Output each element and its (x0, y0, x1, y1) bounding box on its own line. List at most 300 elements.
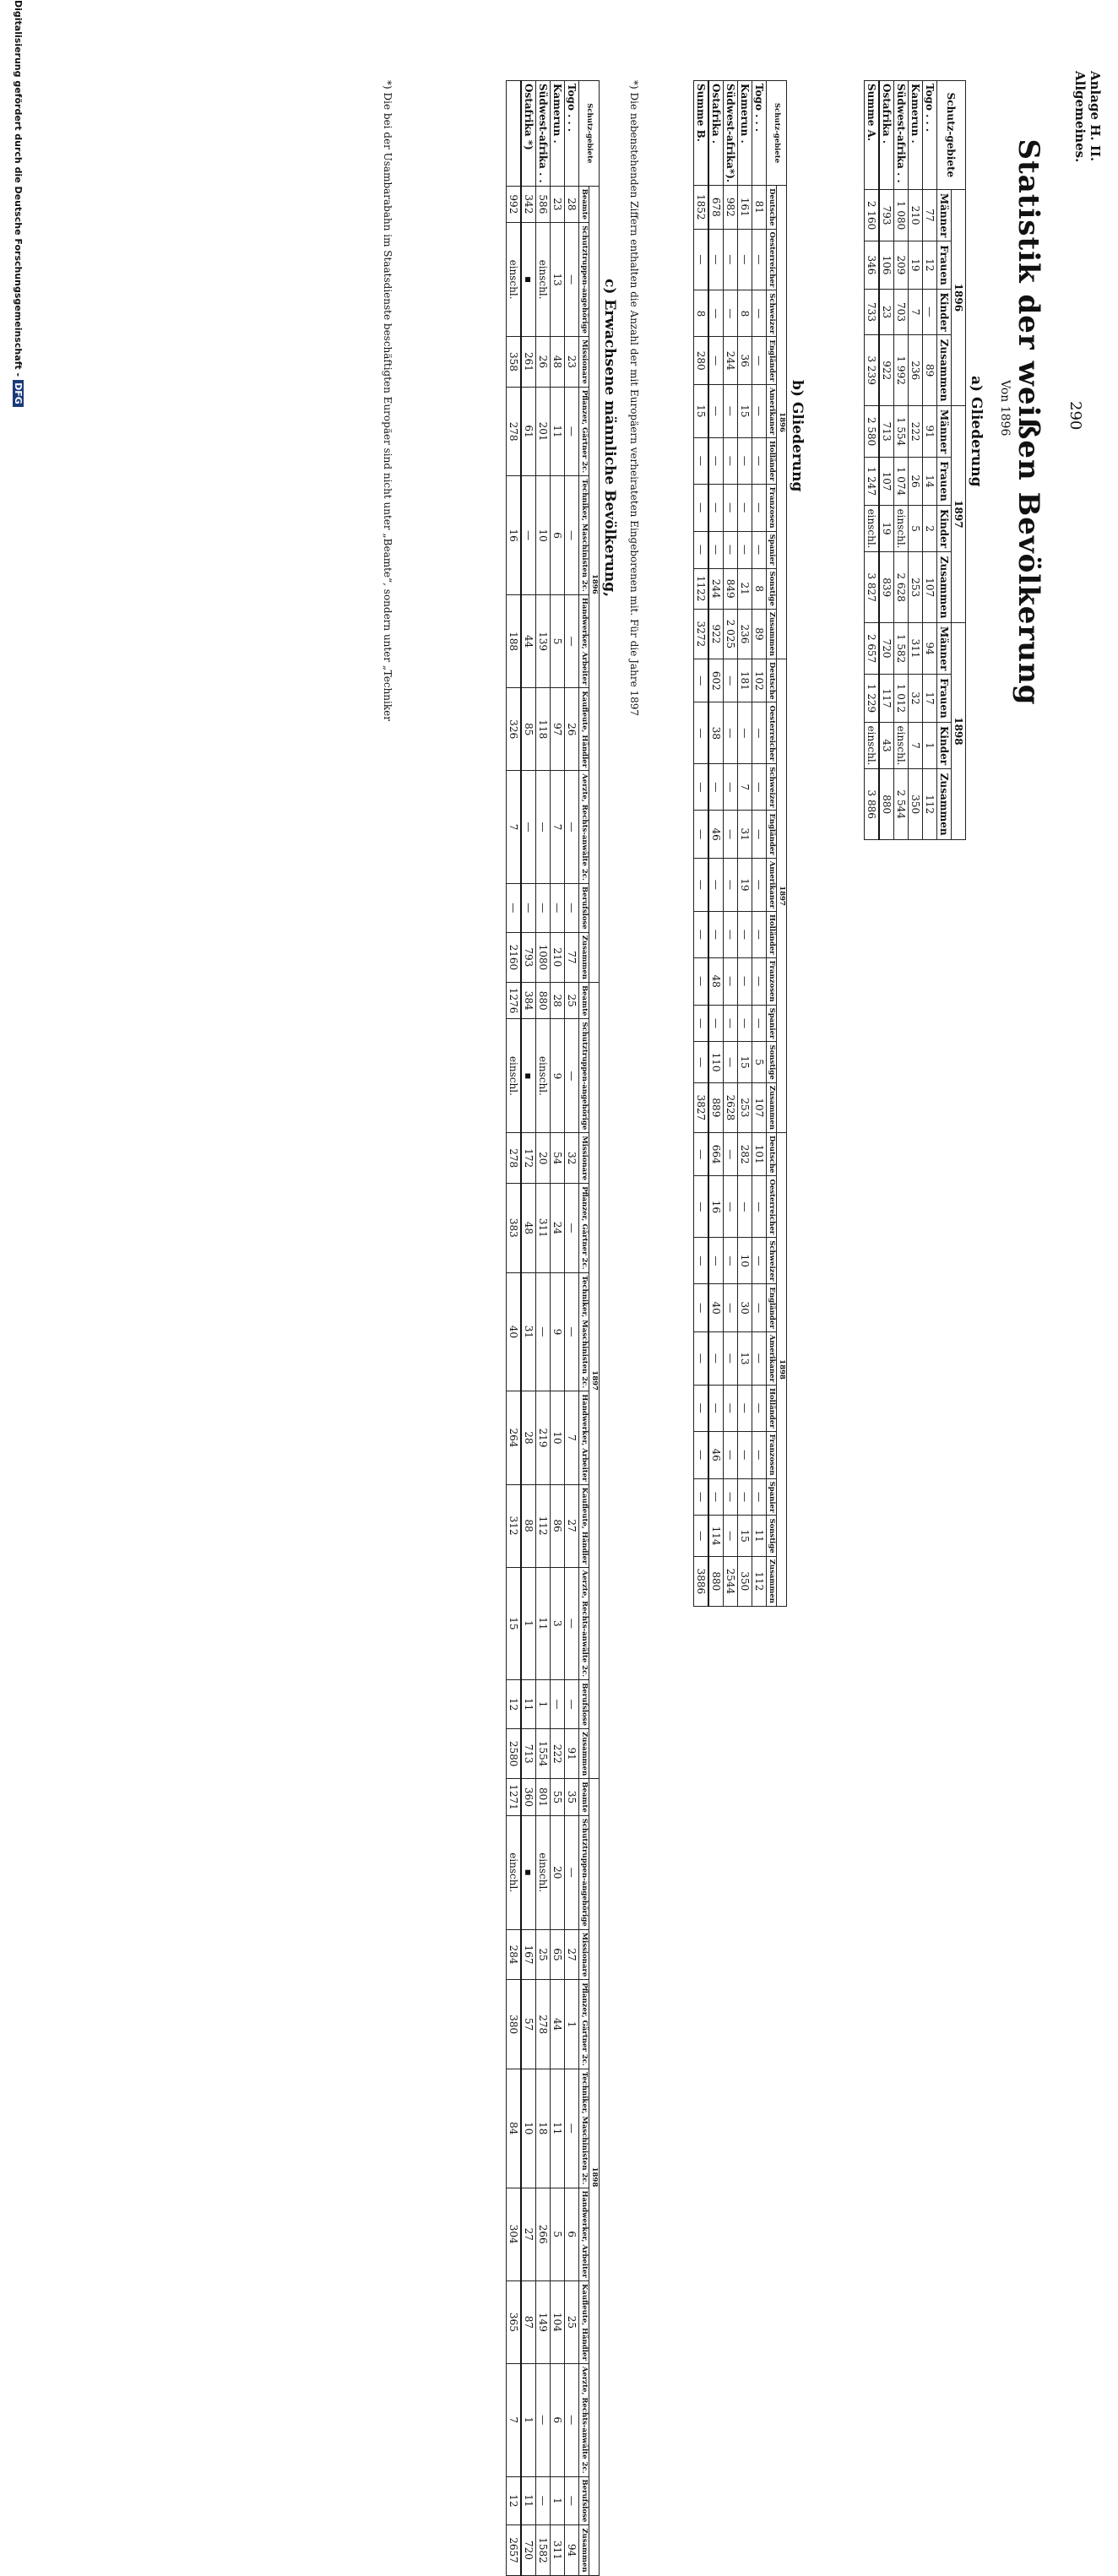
table-cell: 84 (507, 2069, 522, 2188)
table-cell: 15 (738, 384, 752, 437)
row-name: Ostafrika . (708, 81, 724, 186)
table-cell: — (694, 484, 709, 531)
table-cell: — (752, 858, 767, 911)
table-cell: 32 (565, 1133, 579, 1184)
table-cell: 703 (894, 289, 909, 335)
table-cell: 28 (565, 186, 579, 222)
table-cell: — (565, 1019, 579, 1133)
table-cell: 112 (536, 1484, 551, 1567)
table-cell: 94 (923, 622, 937, 674)
row-name: Togo . . . (752, 81, 767, 186)
table-cell: 77 (565, 932, 579, 982)
table-cell: 114 (708, 1516, 724, 1556)
table-cell: — (708, 229, 724, 290)
table-cell: 880 (708, 1556, 724, 1606)
table-cell: — (565, 2363, 579, 2476)
subcol-header: Pflanzer, Gärtner 2c. (579, 1184, 589, 1273)
table-cell: 253 (738, 1082, 752, 1132)
table-cell: 91 (923, 405, 937, 457)
table-cell: — (724, 1238, 738, 1284)
column-label: Schutz-gebiete (937, 81, 966, 190)
table-section-b (693, 80, 787, 1607)
table-cell: einschl. (536, 1019, 551, 1133)
subcol-header: Engländer (767, 811, 777, 858)
table-cell: 40 (507, 1272, 522, 1391)
table-cell: 311 (909, 622, 923, 674)
table-cell: — (708, 911, 724, 957)
table-cell: 264 (507, 1391, 522, 1484)
row-name: Kamerun . (909, 81, 923, 190)
table-cell: 282 (738, 1133, 752, 1176)
table-cell: 11 (551, 387, 565, 476)
subcol-header: Oesterreicher (767, 702, 777, 764)
table-cell: 2 (923, 505, 937, 552)
table-cell: 14 (923, 458, 937, 505)
subcol-header: Pflanzer, Gärtner 2c. (579, 387, 589, 476)
table-cell: 35 (565, 1779, 579, 1815)
table-cell: 2628 (724, 1082, 738, 1132)
table-cell: 342 (521, 186, 536, 222)
subcol-header: Missionare (579, 1929, 589, 1980)
table-cell: 89 (923, 335, 937, 405)
table-cell: 3886 (694, 1556, 709, 1606)
table-cell: — (923, 289, 937, 335)
table-cell: 1 074 (894, 458, 909, 505)
subcol-header: Holländer (767, 1385, 777, 1431)
table-cell: — (724, 957, 738, 1005)
table-cell: 278 (507, 1133, 522, 1184)
table-cell: 15 (738, 1042, 752, 1082)
table-row (536, 81, 551, 2576)
subcol-header: Sonstige (767, 1516, 777, 1556)
table-cell: 9 (551, 1272, 565, 1391)
table-cell: 801 (536, 1779, 551, 1815)
table-cell: — (724, 811, 738, 858)
table-section-c (506, 80, 600, 2576)
subcol-header: Schutztruppen-angehörige (579, 1815, 589, 1929)
table-cell: 219 (536, 1391, 551, 1484)
table-cell: 311 (536, 1184, 551, 1273)
table-cell: 25 (536, 1929, 551, 1980)
table-row (752, 81, 767, 1607)
table-row (521, 81, 536, 2576)
table-cell: — (521, 771, 536, 884)
table-row (909, 81, 923, 840)
table-cell: 10 (738, 1238, 752, 1284)
table-cell: 1 (521, 1567, 536, 1680)
year-header: 1897 (777, 659, 787, 1133)
table-cell: 15 (694, 384, 709, 437)
table-cell: 1 992 (894, 335, 909, 405)
table-cell: 261 (521, 337, 536, 388)
table-cell: — (752, 911, 767, 957)
table-cell: — (752, 1238, 767, 1284)
table-cell: — (565, 476, 579, 595)
table-cell: 32 (909, 675, 923, 722)
table-cell: 24 (551, 1184, 565, 1273)
subcol-header: Zusammen (937, 335, 952, 405)
page-title: Statistik der weißen Bevölkerung (1012, 138, 1045, 706)
subcol-header: Deutsche (767, 1133, 777, 1176)
table-cell: 77 (923, 189, 937, 241)
table-cell: 793 (521, 932, 536, 982)
table-cell: — (724, 659, 738, 702)
table-cell: 278 (507, 387, 522, 476)
table-cell: — (565, 1815, 579, 1929)
table-cell: — (708, 290, 724, 337)
table-cell: 18 (536, 2069, 551, 2188)
header-row-years (589, 81, 600, 2576)
header-row-subcols (937, 81, 952, 840)
table-row (565, 81, 579, 2576)
table-row (894, 81, 909, 840)
table-cell: 209 (894, 241, 909, 289)
table-cell: — (738, 484, 752, 531)
table-cell: einschl. (507, 223, 522, 337)
table-cell: 365 (507, 2280, 522, 2363)
table-cell: — (708, 1385, 724, 1431)
table-cell: 57 (521, 1980, 536, 2069)
table-cell: 112 (923, 769, 937, 840)
table-cell: 17 (923, 675, 937, 722)
table-cell: — (565, 2476, 579, 2525)
table-cell: 1 (521, 2363, 536, 2476)
table-cell: 1 554 (894, 405, 909, 457)
row-name: Togo . . . (565, 81, 579, 187)
table-cell: 97 (551, 688, 565, 771)
table-cell: — (536, 1272, 551, 1391)
table-cell: — (536, 2476, 551, 2525)
table-cell: — (752, 764, 767, 811)
table-cell: 12 (923, 241, 937, 289)
table-cell: 312 (507, 1484, 522, 1567)
subcol-header: Techniker, Maschinisten 2c. (579, 1272, 589, 1391)
table-cell: 139 (536, 594, 551, 687)
table-cell: 23 (565, 337, 579, 388)
table-cell: einschl. (507, 1019, 522, 1133)
table-cell: einschl. (507, 1815, 522, 1929)
table-cell: — (724, 1133, 738, 1176)
table-cell: 44 (551, 1980, 565, 2069)
subcol-header: Handwerker, Arbeiter (579, 594, 589, 687)
year-header: 1896 (777, 186, 787, 659)
credit-text: Digitalisierung gefördert durch die Deutsche Forschungsgemeinschaft - (13, 0, 24, 377)
subcol-header: Zusammen (937, 769, 952, 840)
table-cell: — (694, 1284, 709, 1331)
subcol-header: Zusammen (579, 932, 589, 982)
table-cell: 358 (507, 337, 522, 388)
table-cell: 1 582 (894, 622, 909, 674)
table-cell: 222 (551, 1729, 565, 1779)
table-cell: — (724, 911, 738, 957)
table-cell: 2580 (507, 1729, 522, 1779)
subcol-header: Frauen (937, 241, 952, 289)
row-name: Togo . . . (923, 81, 937, 190)
table-cell: 11 (551, 2069, 565, 2188)
table-cell: 11 (521, 2476, 536, 2525)
table-cell: 38 (708, 702, 724, 764)
table-cell: 43 (879, 722, 894, 769)
row-name: Südwest-afrika*). (724, 81, 738, 186)
table-cell: 36 (738, 337, 752, 384)
table-cell: 1080 (536, 932, 551, 982)
table-cell: 2 580 (865, 405, 880, 457)
table-cell: 117 (879, 675, 894, 722)
table-cell: 1 (536, 1680, 551, 1729)
table-cell: 244 (724, 337, 738, 384)
table-cell: — (694, 1516, 709, 1556)
subcol-header: Amerikaner (767, 384, 777, 437)
table-cell: — (708, 531, 724, 568)
subcol-header: Zusammen (937, 552, 952, 622)
subcol-header: Aerzte, Rechts-anwälte 2c. (579, 2363, 589, 2476)
table-cell: 889 (708, 1082, 724, 1132)
table-cell: 201 (536, 387, 551, 476)
table-cell: 2 657 (865, 622, 880, 674)
table-cell: — (565, 883, 579, 932)
table-cell: 380 (507, 1980, 522, 2069)
table-cell: 65 (551, 1929, 565, 1980)
table-cell: 3 (551, 1567, 565, 1680)
table-cell: 849 (724, 568, 738, 609)
table-cell: — (694, 229, 709, 290)
table-cell: 304 (507, 2188, 522, 2280)
table-cell: 3 827 (865, 552, 880, 622)
table-cell: 3272 (694, 609, 709, 659)
subcol-header: Deutsche (767, 186, 777, 229)
table-cell: — (738, 702, 752, 764)
table-cell: — (724, 1516, 738, 1556)
header-row-years (952, 81, 966, 840)
table-row (724, 81, 738, 1607)
table-cell: 713 (879, 405, 894, 457)
table-cell: 350 (909, 769, 923, 840)
subcol-header: Kaufleute, Händler (579, 1484, 589, 1567)
table-cell: 210 (551, 932, 565, 982)
table-cell: 7 (738, 764, 752, 811)
table-cell: — (708, 438, 724, 485)
subcol-header: Schweizer (767, 290, 777, 337)
table-cell: 16 (507, 476, 522, 595)
table-cell: 278 (536, 1980, 551, 2069)
table-cell: 21 (738, 568, 752, 609)
table-cell: 5 (909, 505, 923, 552)
subcol-header: Zusammen (767, 609, 777, 659)
table-cell: einschl. (894, 505, 909, 552)
table-cell: einschl. (894, 722, 909, 769)
subcol-header: Zusammen (579, 1729, 589, 1779)
page-subtitle: Von 1896 (998, 380, 1012, 437)
table-cell: — (536, 771, 551, 884)
table-cell: 1 (551, 2476, 565, 2525)
table-cell: 11 (521, 1680, 536, 1729)
table-cell: — (565, 1680, 579, 1729)
table-cell: — (694, 1238, 709, 1284)
table-cell: — (565, 387, 579, 476)
table-cell: 112 (752, 1556, 767, 1606)
row-name: Ostafrika *) (521, 81, 536, 187)
table-cell: 1 (565, 1980, 579, 2069)
subcol-header: Engländer (767, 1284, 777, 1331)
table-cell: — (694, 764, 709, 811)
row-name: Summe A. (865, 81, 880, 190)
table-cell: — (738, 1385, 752, 1431)
subcol-header: Beamte (579, 982, 589, 1018)
table-cell: 1554 (536, 1729, 551, 1779)
table-cell: 880 (536, 982, 551, 1018)
subcol-header: Missionare (579, 337, 589, 388)
table-cell: 6 (565, 2188, 579, 2280)
table-cell: 101 (752, 1133, 767, 1176)
subcol-header: Beamte (579, 1779, 589, 1815)
table-cell: 26 (565, 688, 579, 771)
subcol-header: Männer (937, 189, 952, 241)
table-cell: 586 (536, 186, 551, 222)
table-cell: 48 (521, 1184, 536, 1273)
table-cell: 7 (565, 1391, 579, 1484)
table-row (923, 81, 937, 840)
subcol-header: Spanier (767, 531, 777, 568)
table-cell: — (752, 1431, 767, 1478)
table-cell: 107 (752, 1082, 767, 1132)
year-header: 1897 (589, 982, 600, 1778)
table-cell: 720 (521, 2525, 536, 2575)
subcol-header: Spanier (767, 1478, 777, 1516)
table-cell: 360 (521, 1779, 536, 1815)
table-cell: — (738, 1431, 752, 1478)
table-cell: — (694, 1005, 709, 1042)
table-cell: 793 (879, 189, 894, 241)
table-cell: — (708, 384, 724, 437)
table-row (551, 81, 565, 2576)
table-cell: 167 (521, 1929, 536, 1980)
table-cell: 86 (551, 1484, 565, 1567)
table-cell: 85 (521, 688, 536, 771)
year-header: 1898 (589, 1779, 600, 2575)
table-cell: 172 (521, 1133, 536, 1184)
table-cell: 118 (536, 688, 551, 771)
subcol-header: Schweizer (767, 1238, 777, 1284)
annex-title: Anlage H. II. (1088, 71, 1103, 162)
subcol-header: Frauen (937, 458, 952, 505)
subcol-header: Aerzte, Rechts-anwälte 2c. (579, 771, 589, 884)
table-cell: 1 229 (865, 675, 880, 722)
table-cell: 733 (865, 289, 880, 335)
table-cell: — (724, 290, 738, 337)
column-label: Schutz-gebiete (767, 81, 787, 186)
table-cell: 104 (551, 2280, 565, 2363)
table-cell: 12 (507, 2476, 522, 2525)
table-cell: — (752, 337, 767, 384)
table-cell: — (565, 1272, 579, 1391)
table-cell: — (708, 1005, 724, 1042)
table-cell: — (752, 531, 767, 568)
subcol-header: Kinder (937, 722, 952, 769)
header-row-subcols (767, 81, 777, 1607)
annex-subtitle: Allgemeines. (1072, 71, 1088, 163)
table-cell: — (724, 1431, 738, 1478)
table-cell: — (752, 384, 767, 437)
subcol-header: Oesterreicher (767, 229, 777, 290)
digitization-credit (13, 0, 24, 844)
subcol-header: Berufslose (579, 1680, 589, 1729)
table-cell: 326 (507, 688, 522, 771)
table-cell: 839 (879, 552, 894, 622)
table-cell: — (694, 1042, 709, 1082)
table-cell: einschl. (865, 505, 880, 552)
subcol-header: Franzosen (767, 957, 777, 1005)
table-cell: 10 (536, 476, 551, 595)
table-cell: 2544 (724, 1556, 738, 1606)
subcol-header: Berufslose (579, 883, 589, 932)
table-cell: — (724, 531, 738, 568)
table-cell: 107 (923, 552, 937, 622)
table-row (694, 81, 709, 1607)
table-cell: 107 (879, 458, 894, 505)
table-cell: 1271 (507, 1779, 522, 1815)
table-cell: 44 (521, 594, 536, 687)
table-cell: 149 (536, 2280, 551, 2363)
table-cell: 992 (507, 186, 522, 222)
table-cell: — (694, 531, 709, 568)
table-cell: — (752, 1478, 767, 1516)
table-cell: ▪ (521, 223, 536, 337)
table-cell: 10 (521, 2069, 536, 2188)
table-cell: — (694, 702, 709, 764)
table-cell: 19 (738, 858, 752, 911)
table-cell: — (694, 1385, 709, 1431)
subcol-header: Franzosen (767, 484, 777, 531)
subcol-header: Beamte (579, 186, 589, 222)
table-cell: — (694, 438, 709, 485)
subcol-header: Holländer (767, 911, 777, 957)
table-cell: — (752, 290, 767, 337)
table-cell: — (738, 1005, 752, 1042)
subcol-header: Spanier (767, 1005, 777, 1042)
table-cell: 31 (521, 1272, 536, 1391)
table-cell: 15 (738, 1516, 752, 1556)
table-cell: — (708, 337, 724, 384)
table-cell: — (724, 1478, 738, 1516)
table-cell: 2160 (507, 932, 522, 982)
table-cell: — (708, 1478, 724, 1516)
table-cell: 8 (738, 290, 752, 337)
table-cell: 1852 (694, 186, 709, 229)
table-cell: — (752, 1331, 767, 1385)
table-cell: — (565, 2069, 579, 2188)
subcol-header: Kaufleute, Händler (579, 2280, 589, 2363)
subcol-header: Oesterreicher (767, 1176, 777, 1238)
table-cell: — (724, 438, 738, 485)
table-cell: 280 (694, 337, 709, 384)
table-cell: 94 (565, 2525, 579, 2575)
table-cell: — (551, 883, 565, 932)
table-cell: 7 (909, 722, 923, 769)
table-cell: 28 (551, 982, 565, 1018)
table-cell: 9 (551, 1019, 565, 1133)
table-cell: 7 (551, 771, 565, 884)
table-cell: — (724, 384, 738, 437)
table-cell: 81 (752, 186, 767, 229)
subcol-header: Sonstige (767, 568, 777, 609)
table-cell: — (694, 1133, 709, 1176)
table-cell: 3 239 (865, 335, 880, 405)
table-cell: — (752, 484, 767, 531)
table-cell: 23 (879, 289, 894, 335)
table-cell: 664 (708, 1133, 724, 1176)
table-cell: 8 (752, 568, 767, 609)
table-cell: — (694, 957, 709, 1005)
